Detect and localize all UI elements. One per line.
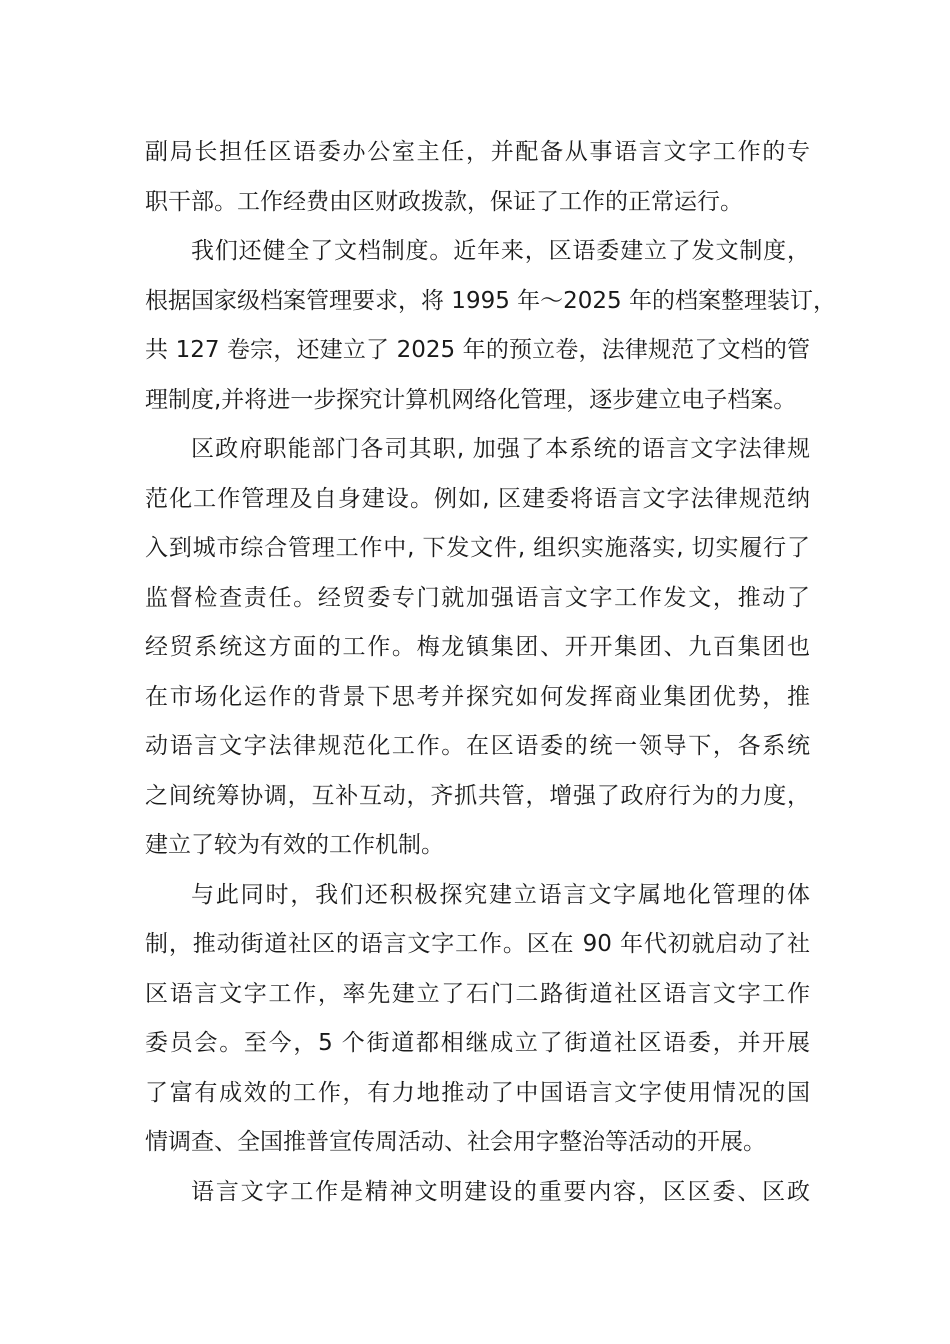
text-line: 监督检查责任。经贸委专门就加强语言文字工作发文，推动了 (145, 584, 810, 611)
text-line: 区政府职能部门各司其职, 加强了本系统的语言文字法律规 (191, 436, 810, 462)
text-line: 之间统筹协调，互补互动，齐抓共管，增强了政府行为的力度， (145, 782, 810, 809)
text-line: 建立了较为有效的工作机制。 (145, 832, 444, 858)
text-line: 情调查、全国推普宣传周活动、社会用字整治等活动的开展。 (145, 1129, 766, 1155)
text-line: 区语言文字工作，率先建立了石门二路街道社区语言文字工作 (145, 980, 810, 1007)
text-line: 经贸系统这方面的工作。梅龙镇集团、开开集团、九百集团也 (145, 634, 810, 660)
text-line: 职干部。工作经费由区财政拨款，保证了工作的正常运行。 (145, 188, 743, 215)
text-line: 在市场化运作的背景下思考并探究如何发挥商业集团优势，推 (145, 683, 810, 710)
text-line: 动语言文字法律规范化工作。在区语委的统一领导下，各系统 (145, 733, 810, 759)
text-line: 共 127 卷宗，还建立了 2025 年的预立卷，法律规范了文档的管 (145, 337, 810, 363)
text-line: 语言文字工作是精神文明建设的重要内容，区区委、区政 (191, 1178, 810, 1205)
body-text (145, 128, 836, 1217)
text-line: 制，推动街道社区的语言文字工作。区在 90 年代初就启动了社 (145, 931, 810, 957)
text-line: 根据国家级档案管理要求，将 1995 年～2025 年的档案整理装订， (145, 287, 836, 314)
text-line: 与此同时，我们还积极探究建立语言文字属地化管理的体 (191, 881, 810, 908)
text-line: 我们还健全了文档制度。近年来，区语委建立了发文制度， (191, 238, 810, 264)
text-line: 了富有成效的工作，有力地推动了中国语言文字使用情况的国 (145, 1079, 810, 1106)
text-line: 入到城市综合管理工作中, 下发文件, 组织实施落实, 切实履行了 (145, 535, 810, 561)
text-line: 理制度,并将进一步探究计算机网络化管理，逐步建立电子档案。 (145, 386, 797, 413)
text-line: 范化工作管理及自身建设。例如, 区建委将语言文字法律规范纳 (145, 485, 810, 512)
text-line: 副局长担任区语委办公室主任，并配备从事语言文字工作的专 (145, 139, 810, 165)
text-line: 委员会。至今，5 个街道都相继成立了街道社区语委，并开展 (145, 1030, 810, 1056)
